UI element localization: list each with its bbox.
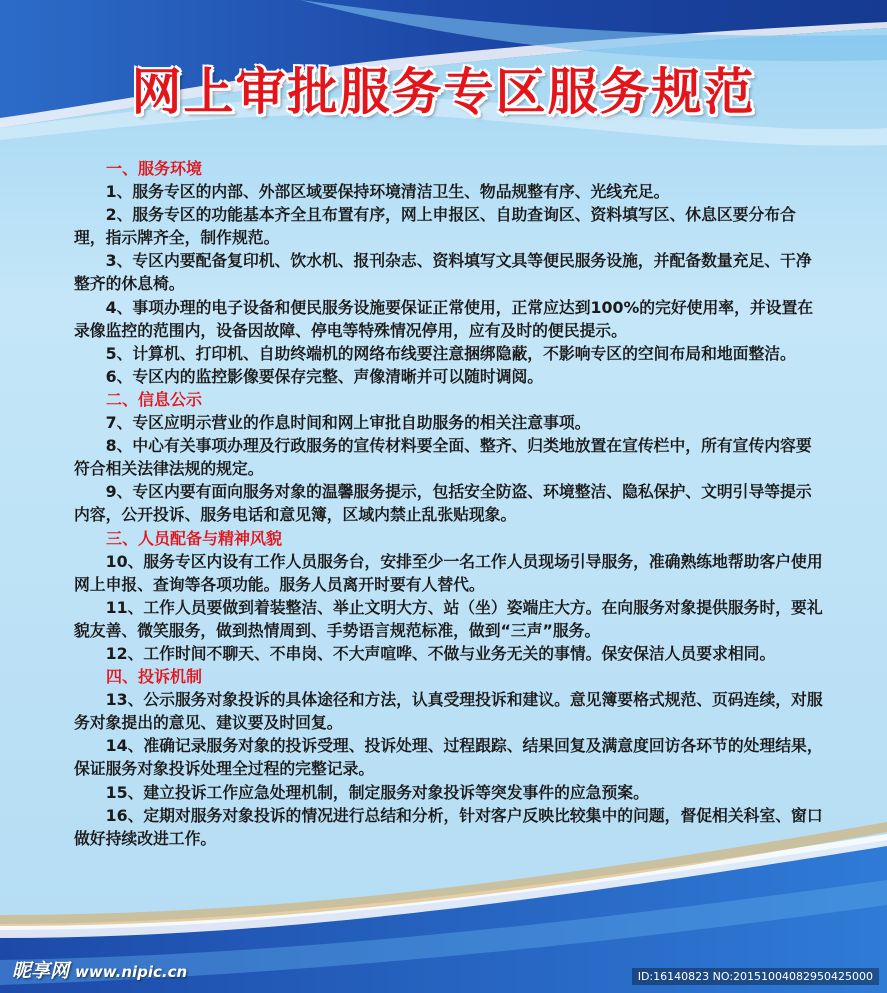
site-watermark xyxy=(12,956,187,983)
watermark-brand: 昵享网 xyxy=(12,960,70,982)
list-item: 4、事项办理的电子设备和便民服务设施要保证正常使用，正常应达到100%的完好使用率，并设置在录像监控的范围内，设备因故障、停电等特殊情况停用，应有及时的便民提示。 xyxy=(74,297,814,340)
watermark-url: www.nipic.cn xyxy=(75,963,188,981)
list-item: 2、服务专区的功能基本齐全且布置有序，网上申报区、自助查询区、资料填写区、休息区要分布合理，指示牌齐全，制作规范。 xyxy=(74,205,796,248)
list-item: 3、专区内要配备复印机、饮水机、报刊杂志、资料填写文具等便民服务设施，并配备数量充足、干净整齐的休息椅。 xyxy=(74,251,812,294)
list-item: 1、服务专区的内部、外部区域要保持环境清洁卫生、物品规整有序、光线充足。 xyxy=(105,182,670,202)
image-id-label: ID:16140823 NO:20151004082950425000 xyxy=(632,968,879,985)
section-heading: 三、人员配备与精神风貌 xyxy=(106,528,283,548)
section-heading: 一、服务环境 xyxy=(106,159,203,178)
list-item: 7、专区应明示营业的作息时间和网上审批自助服务的相关注意事项。 xyxy=(105,413,591,433)
page-title: 网上审批服务专区服务规范 xyxy=(131,63,756,121)
section-heading: 二、信息公示 xyxy=(106,389,203,409)
list-item: 6、专区内的监控影像要保存完整、声像清晰并可以随时调阅。 xyxy=(105,366,544,386)
list-item: 14、准确记录服务对象的投诉受理、投诉处理、过程跟踪、结果回复及满意度回访各环节的处理结果，保证服务对象投诉处理全过程的完整记录。 xyxy=(74,736,823,779)
list-item: 9、专区内要有面向服务对象的温馨服务提示，包括安全防盗、环境整洁、隐私保护、文明引导等提示内容，公开投诉、服务电话和意见簿，区域内禁止乱张贴现象。 xyxy=(74,482,812,525)
list-item: 8、中心有关事项办理及行政服务的宣传材料要全面、整齐、归类地放置在宣传栏中，所有宣传内容要符合相关法律法规的规定。 xyxy=(74,436,812,479)
list-item: 16、定期对服务对象投诉的情况进行总结和分析，针对客户反映比较集中的问题，督促相关科室、窗口做好持续改进工作。 xyxy=(74,805,823,848)
list-item: 13、公示服务对象投诉的具体途径和方法，认真受理投诉和建议。意见簿要格式规范、页码连续，对服务对象提出的意见、建议要及时回复。 xyxy=(74,690,823,733)
list-item: 5、计算机、打印机、自助终端机的网络布线要注意捆绑隐蔽，不影响专区的空间布局和地面整洁。 xyxy=(105,343,796,363)
list-item: 15、建立投诉工作应急处理机制，制定服务对象投诉等突发事件的应急预案。 xyxy=(105,782,649,802)
list-item: 12、工作时间不聊天、不串岗、不大声喧哗、不做与业务无关的事情。保安保洁人员要求相同。 xyxy=(105,643,776,663)
list-item: 10、服务专区内设有工作人员服务台，安排至少一名工作人员现场引导服务，准确熟练地帮助客户使用网上申报、查询等各项功能。服务人员离开时要有人替代。 xyxy=(74,551,823,594)
section-heading: 四、投诉机制 xyxy=(106,667,203,687)
list-item: 11、工作人员要做到着装整洁、举止文明大方、站（坐）姿端庄大方。在向服务对象提供服务时，要礼貌友善、微笑服务，做到热情周到、手势语言规范标准，做到“三声”服务。 xyxy=(74,597,823,640)
regulation-body xyxy=(74,157,826,850)
